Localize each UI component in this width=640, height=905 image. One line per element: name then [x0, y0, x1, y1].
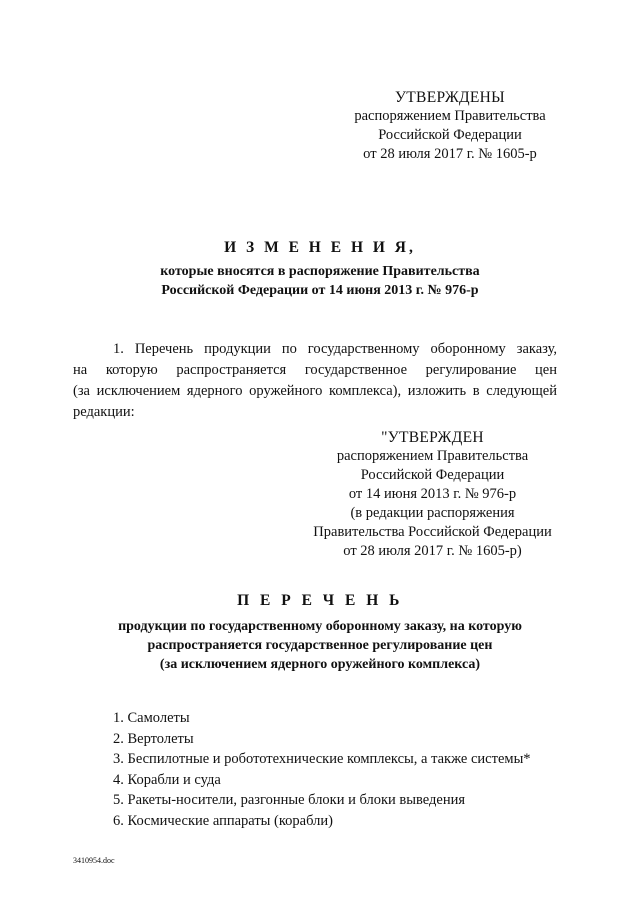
paragraph-line: (за исключением ядерного оружейного комплекса), изложить в следующей: [73, 383, 557, 399]
list-item: 5. Ракеты-носители, разгонные блоки и блоки выведения: [113, 792, 466, 808]
approval-line: распоряжением Правительства: [336, 448, 529, 464]
paragraph-line: на которую распространяется государственное регулирование цен: [73, 362, 557, 378]
approval-line: от 28 июля 2017 г. № 1605-р): [343, 543, 522, 559]
approval-stamp-list: [300, 428, 565, 561]
approval-line: Российской Федерации: [378, 127, 522, 143]
changes-subtitle-line: которые вносятся в распоряжение Правительства: [160, 264, 480, 279]
approval-line: от 14 июня 2013 г. № 976-р: [348, 486, 517, 502]
approval-title: "УТВЕРЖДЕН: [381, 429, 484, 446]
approval-line: Российской Федерации: [360, 467, 505, 483]
list-item: 2. Вертолеты: [113, 730, 194, 747]
approval-line: (в редакции распоряжения: [350, 505, 515, 521]
list-subtitle-line: (за исключением ядерного оружейного комплекса): [159, 657, 481, 672]
file-name-footer: 3410954.doc: [73, 856, 115, 865]
changes-subtitle: [0, 262, 640, 300]
approval-line: Правительства Российской Федерации: [313, 524, 552, 540]
approval-stamp-top: [335, 88, 565, 164]
paragraph-line: 1. Перечень продукции по государственному оборонному заказу,: [113, 341, 557, 357]
list-subtitle-line: продукции по государственному оборонному заказу, на которую: [118, 619, 522, 634]
list-subtitle: [0, 617, 640, 674]
product-list: [113, 708, 573, 831]
approval-title: УТВЕРЖДЕНЫ: [395, 89, 505, 106]
changes-title: И З М Е Н Е Н И Я,: [224, 239, 416, 256]
list-item: 6. Космические аппараты (корабли): [113, 812, 333, 829]
list-item: 3. Беспилотные и робототехнические комплексы, а также системы*: [113, 751, 531, 767]
paragraph-line: редакции:: [73, 404, 135, 420]
approval-line: распоряжением Правительства: [354, 108, 546, 124]
list-item: 4. Корабли и суда: [113, 771, 221, 788]
list-subtitle-line: распространяется государственное регулирование цен: [147, 638, 493, 653]
list-item: 1. Самолеты: [113, 710, 190, 726]
list-title: П Е Р Е Ч Е Н Ь: [237, 592, 403, 609]
changes-subtitle-line: Российской Федерации от 14 июня 2013 г. № 976-р: [161, 283, 479, 298]
change-paragraph: [73, 339, 557, 423]
approval-line: от 28 июля 2017 г. № 1605-р: [363, 146, 537, 162]
